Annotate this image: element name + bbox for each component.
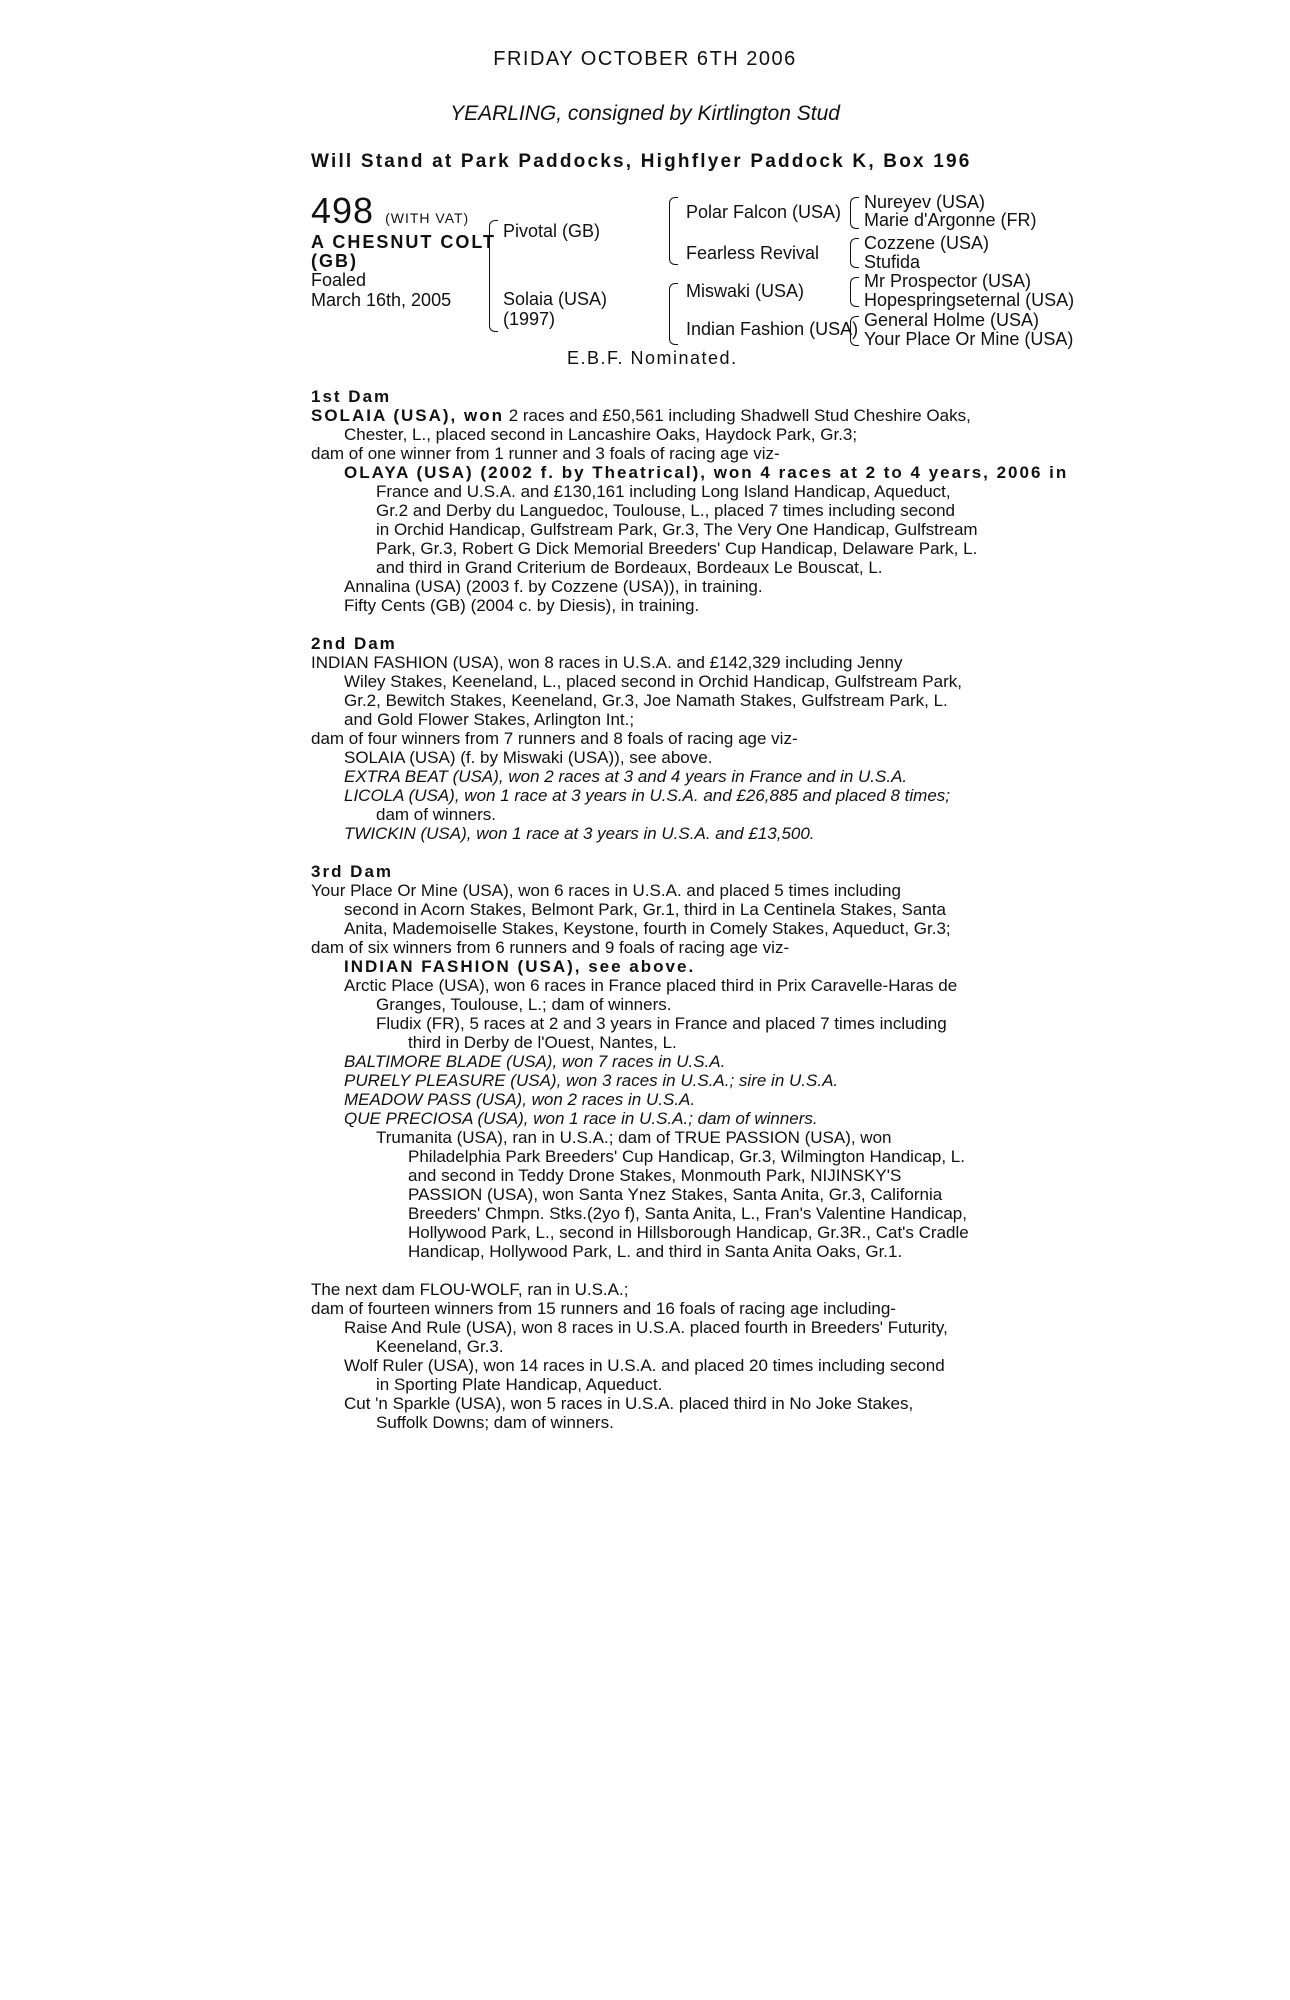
third-dam-line: third in Derby de l'Ouest, Nantes, L. xyxy=(408,1033,677,1052)
pedigree-g7: General Holme (USA) xyxy=(864,310,1040,330)
foaled-date: March 16th, 2005 xyxy=(311,290,452,310)
pedigree-g6: Hopespringseternal (USA) xyxy=(864,290,1075,310)
third-dam-line: PURELY PLEASURE (USA), won 3 races in U.S.A.; sire in U.S.A. xyxy=(344,1071,839,1090)
next-dam-line: Keeneland, Gr.3. xyxy=(376,1337,504,1356)
third-dam-line: second in Acorn Stakes, Belmont Park, Gr.1, third in La Centinela Stakes, Santa xyxy=(344,900,946,919)
third-dam-line: and second in Teddy Drone Stakes, Monmouth Park, NIJINSKY'S xyxy=(408,1166,902,1185)
pedigree-sire: Pivotal (GB) xyxy=(503,221,601,241)
pedigree-sire-dam: Fearless Revival xyxy=(686,243,820,263)
third-dam-line: Your Place Or Mine (USA), won 6 races in U.S.A. and placed 5 times including xyxy=(311,881,901,900)
vat-note: (WITH VAT) xyxy=(385,210,470,226)
pedigree-sire-sire: Polar Falcon (USA) xyxy=(686,202,842,222)
first-dam-line: dam of one winner from 1 runner and 3 foals of racing age viz- xyxy=(311,444,780,463)
third-dam-line: Handicap, Hollywood Park, L. and third in Santa Anita Oaks, Gr.1. xyxy=(408,1242,903,1261)
pedigree-brace-main xyxy=(489,220,498,332)
pedigree-brace-g34 xyxy=(850,238,859,268)
second-dam-line: EXTRA BEAT (USA), won 2 races at 3 and 4 years in France and in U.S.A. xyxy=(344,767,908,786)
first-dam-line: Gr.2 and Derby du Languedoc, Toulouse, L., placed 7 times including second xyxy=(376,501,956,520)
first-dam-line: and third in Grand Criterium de Bordeaux, Bordeaux Le Bouscat, L. xyxy=(376,558,883,577)
pedigree-dam-dam: Indian Fashion (USA) xyxy=(686,319,859,339)
pedigree-brace-g12 xyxy=(850,197,859,229)
lot-number: 498 xyxy=(311,190,375,231)
second-dam-line: LICOLA (USA), won 1 race at 3 years in U.S.A. and £26,885 and placed 8 times; xyxy=(344,786,951,805)
third-dam-line: QUE PRECIOSA (USA), won 1 race in U.S.A.; dam of winners. xyxy=(344,1109,818,1128)
dam-history xyxy=(311,387,1069,1432)
first-dam-line: Park, Gr.3, Robert G Dick Memorial Breeders' Cup Handicap, Delaware Park, L. xyxy=(376,539,978,558)
second-dam-heading: 2nd Dam xyxy=(311,634,397,653)
lot-description: A CHESNUT COLT xyxy=(311,232,496,252)
third-dam-line: INDIAN FASHION (USA), see above. xyxy=(344,957,696,976)
next-dam-line: Wolf Ruler (USA), won 14 races in U.S.A. and placed 20 times including second xyxy=(344,1356,945,1375)
next-dam-line: The next dam FLOU-WOLF, ran in U.S.A.; xyxy=(311,1280,629,1299)
first-dam-line: France and U.S.A. and £130,161 including Long Island Handicap, Aqueduct, xyxy=(376,482,951,501)
pedigree-dam: Solaia (USA) xyxy=(503,289,608,309)
stand-location: Will Stand at Park Paddocks, Highflyer Paddock K, Box 196 xyxy=(311,151,972,172)
first-dam-line: Chester, L., placed second in Lancashire Oaks, Haydock Park, Gr.3; xyxy=(344,425,858,444)
first-dam-line: SOLAIA (USA), won 2 races and £50,561 including Shadwell Stud Cheshire Oaks, xyxy=(311,406,971,425)
third-dam-line: MEADOW PASS (USA), won 2 races in U.S.A. xyxy=(344,1090,696,1109)
third-dam-line: Hollywood Park, L., second in Hillsborough Handicap, Gr.3R., Cat's Cradle xyxy=(408,1223,969,1242)
pedigree-dam-year: (1997) xyxy=(503,309,556,329)
third-dam-line: Granges, Toulouse, L.; dam of winners. xyxy=(376,995,672,1014)
first-dam-heading: 1st Dam xyxy=(311,387,392,406)
pedigree-brace-sire xyxy=(669,197,678,265)
pedigree-brace-g56 xyxy=(850,277,859,307)
pedigree-brace-dam xyxy=(669,283,678,345)
pedigree-g3: Cozzene (USA) xyxy=(864,233,990,253)
second-dam-line: and Gold Flower Stakes, Arlington Int.; xyxy=(344,710,635,729)
third-dam-line: Fludix (FR), 5 races at 2 and 3 years in France and placed 7 times including xyxy=(376,1014,947,1033)
third-dam-line: PASSION (USA), won Santa Ynez Stakes, Santa Anita, Gr.3, California xyxy=(408,1185,943,1204)
pedigree-g4: Stufida xyxy=(864,252,921,272)
third-dam-line: Breeders' Chmpn. Stks.(2yo f), Santa Anita, L., Fran's Valentine Handicap, xyxy=(408,1204,967,1223)
second-dam-line: dam of four winners from 7 runners and 8 foals of racing age viz- xyxy=(311,729,798,748)
pedigree-g2: Marie d'Argonne (FR) xyxy=(864,210,1037,230)
second-dam-line: INDIAN FASHION (USA), won 8 races in U.S.A. and £142,329 including Jenny xyxy=(311,653,903,672)
third-dam-heading: 3rd Dam xyxy=(311,862,394,881)
next-dam-line: in Sporting Plate Handicap, Aqueduct. xyxy=(376,1375,663,1394)
next-dam-line: Cut 'n Sparkle (USA), won 5 races in U.S.A. placed third in No Joke Stakes, xyxy=(344,1394,914,1413)
pedigree-g1: Nureyev (USA) xyxy=(864,192,986,212)
third-dam-line: Philadelphia Park Breeders' Cup Handicap, Gr.3, Wilmington Handicap, L. xyxy=(408,1147,965,1166)
second-dam-line: Gr.2, Bewitch Stakes, Keeneland, Gr.3, Joe Namath Stakes, Gulfstream Park, L. xyxy=(344,691,948,710)
third-dam-line: dam of six winners from 6 runners and 9 foals of racing age viz- xyxy=(311,938,790,957)
pedigree-brace-g78 xyxy=(850,316,859,346)
foaled-label: Foaled xyxy=(311,270,367,290)
pedigree-g8: Your Place Or Mine (USA) xyxy=(864,329,1074,349)
third-dam-line: BALTIMORE BLADE (USA), won 7 races in U.S.A. xyxy=(344,1052,726,1071)
third-dam-line: Anita, Mademoiselle Stakes, Keystone, fourth in Comely Stakes, Aqueduct, Gr.3; xyxy=(344,919,951,938)
pedigree-dam-sire: Miswaki (USA) xyxy=(686,281,805,301)
second-dam-line: TWICKIN (USA), won 1 race at 3 years in U.S.A. and £13,500. xyxy=(344,824,815,843)
next-dam-line: Raise And Rule (USA), won 8 races in U.S.A. placed fourth in Breeders' Futurity, xyxy=(344,1318,948,1337)
lot-number-block xyxy=(311,190,469,232)
lot-origin: (GB) xyxy=(311,251,358,271)
third-dam-line: Trumanita (USA), ran in U.S.A.; dam of TRUE PASSION (USA), won xyxy=(376,1128,892,1147)
first-dam-line: Annalina (USA) (2003 f. by Cozzene (USA)), in training. xyxy=(344,577,763,596)
second-dam-line: SOLAIA (USA) (f. by Miswaki (USA)), see above. xyxy=(344,748,713,767)
sale-date: FRIDAY OCTOBER 6TH 2006 xyxy=(493,48,797,70)
first-dam-line: OLAYA (USA) (2002 f. by Theatrical), won 4 races at 2 to 4 years, 2006 in xyxy=(344,463,1069,482)
first-dam-line: Fifty Cents (GB) (2004 c. by Diesis), in training. xyxy=(344,596,700,615)
ebf-nomination: E.B.F. Nominated. xyxy=(567,348,738,368)
consignment-line: YEARLING, consigned by Kirtlington Stud xyxy=(450,102,840,125)
pedigree-g5: Mr Prospector (USA) xyxy=(864,271,1032,291)
first-dam-line: in Orchid Handicap, Gulfstream Park, Gr.3, The Very One Handicap, Gulfstream xyxy=(376,520,978,539)
third-dam-line: Arctic Place (USA), won 6 races in France placed third in Prix Caravelle-Haras de xyxy=(344,976,958,995)
second-dam-line: Wiley Stakes, Keeneland, L., placed second in Orchid Handicap, Gulfstream Park, xyxy=(344,672,962,691)
next-dam-line: dam of fourteen winners from 15 runners and 16 foals of racing age including- xyxy=(311,1299,896,1318)
second-dam-line: dam of winners. xyxy=(376,805,496,824)
next-dam-line: Suffolk Downs; dam of winners. xyxy=(376,1413,614,1432)
